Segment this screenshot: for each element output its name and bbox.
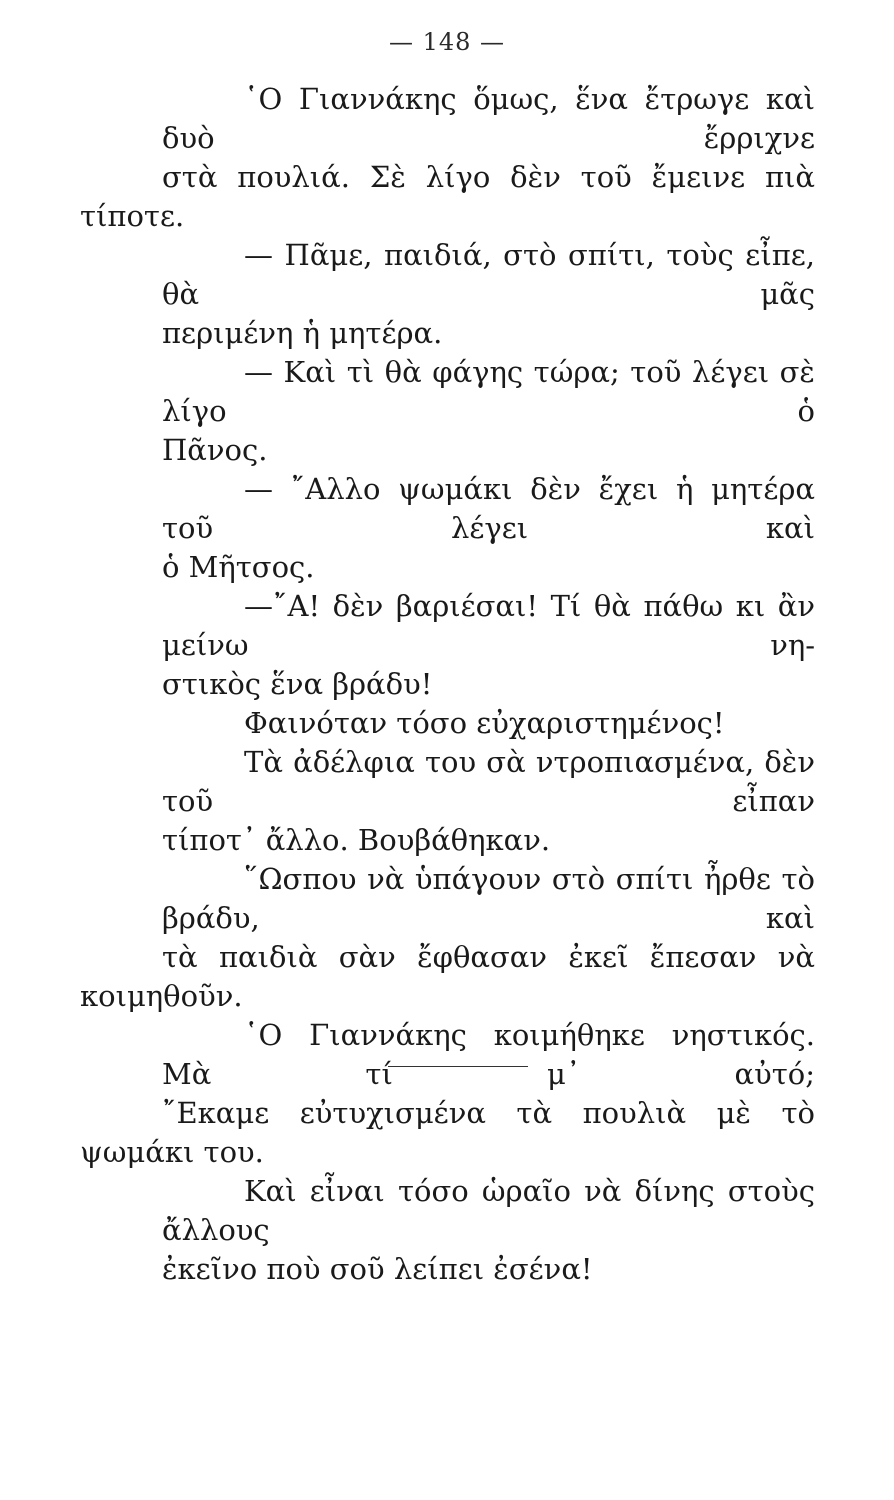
text-line: Καὶ εἶναι τόσο ὡραῖο νὰ δίνης στοὺς ἄλλους xyxy=(162,1174,815,1247)
text-line: ῎Εκαμε εὐτυχισμένα τὰ πουλιὰ μὲ τὸ ψωμάκι του. xyxy=(80,1096,815,1169)
paragraph xyxy=(80,353,815,470)
paragraph xyxy=(80,743,815,860)
text-line: ῞Ωσπου νὰ ὑπάγουν στὸ σπίτι ἦρθε τὸ βράδυ, καὶ xyxy=(162,862,815,935)
paragraph xyxy=(80,80,815,236)
text-line: — Πᾶμε, παιδιά, στὸ σπίτι, τοὺς εἶπε, θὰ μᾶς xyxy=(162,238,815,311)
text-line: στικὸς ἕνα βράδυ! xyxy=(162,667,433,701)
text-line: — Καὶ τὶ θὰ φάγης τώρα; τοῦ λέγει σὲ λίγο ὁ xyxy=(162,355,815,428)
text-line: Φαινόταν τόσο εὐχαριστημένος! xyxy=(244,706,725,740)
text-line: — ῎Αλλο ψωμάκι δὲν ἔχει ἡ μητέρα τοῦ λέγει καὶ xyxy=(162,472,815,545)
paragraph xyxy=(80,1016,815,1172)
text-line: Τὰ ἀδέλφια του σὰ ντροπιασμένα, δὲν τοῦ εἶπαν xyxy=(162,745,815,818)
text-line: τὰ παιδιὰ σὰν ἔφθασαν ἐκεῖ ἔπεσαν νὰ κοιμηθοῦν. xyxy=(80,940,815,1013)
text-line: στὰ πουλιά. Σὲ λίγο δὲν τοῦ ἔμεινε πιὰ τίποτε. xyxy=(80,160,815,233)
text-line: ῾Ο Γιαννάκης κοιμήθηκε νηστικός. Μὰ τί μ᾽ αὐτό; xyxy=(162,1018,815,1091)
end-divider xyxy=(388,1066,528,1067)
text-line: —῎Α! δὲν βαριέσαι! Τί θὰ πάθω κι ἂν μείνω νη- xyxy=(162,589,815,662)
paragraph xyxy=(80,1172,815,1289)
paragraph xyxy=(80,587,815,704)
text-line: ὁ Μῆτσος. xyxy=(162,550,315,584)
body-text xyxy=(80,80,815,1289)
paragraph xyxy=(80,860,815,1016)
paragraph xyxy=(80,470,815,587)
text-line: περιμένη ἡ μητέρα. xyxy=(162,316,443,350)
paragraph xyxy=(80,704,815,743)
page-number: — 148 — xyxy=(388,28,506,56)
paragraph xyxy=(80,236,815,353)
text-line: ἐκεῖνο ποὺ σοῦ λείπει ἐσένα! xyxy=(162,1252,593,1286)
text-line: Πᾶνος. xyxy=(162,433,268,467)
text-line: τίποτ᾽ ἄλλο. Βουβάθηκαν. xyxy=(162,823,551,857)
text-line: ῾Ο Γιαννάκης ὅμως, ἕνα ἔτρωγε καὶ δυὸ ἔρριχνε xyxy=(162,82,815,155)
